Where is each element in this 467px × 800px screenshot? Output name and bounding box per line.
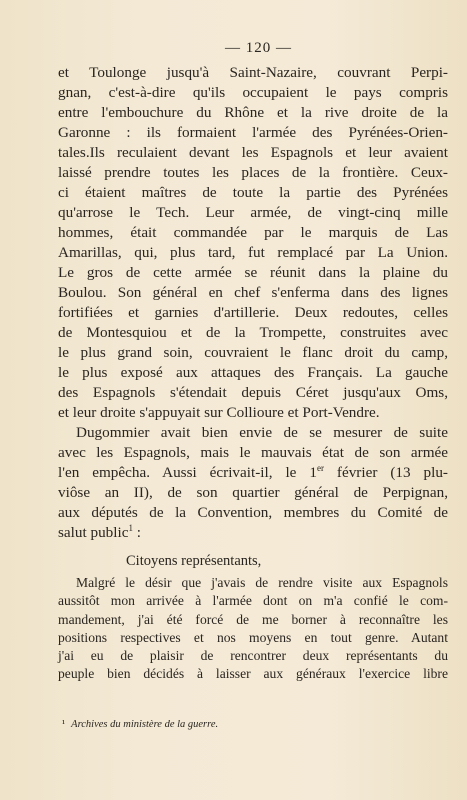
- text-line: laissé prendre toutes les places de la frontière. Ceux-: [58, 164, 448, 181]
- quote-line: positions respectives et nos moyens en tout genre. Autant: [58, 629, 448, 645]
- main-text: [58, 63, 448, 543]
- text-line: des Espagnols s'étendait depuis Céret jusqu'aux Oms,: [58, 384, 448, 401]
- text-fragment: février (13 plu-: [323, 464, 448, 481]
- footnote-text: Archives du ministère de la guerre.: [71, 719, 219, 730]
- text-line: hommes, était commandée par le marquis de Las: [58, 224, 448, 241]
- text-line: entre l'embouchure du Rhône et la rive droite de la: [58, 104, 448, 121]
- quote-line: peuple bien décidés à laisser aux généraux l'exercice libre: [58, 666, 448, 682]
- text-fragment: l'en empêcha. Aussi écrivait-il, le 1: [58, 464, 317, 481]
- text-line: qu'arrose le Tech. Leur armée, de vingt-cinq mille: [58, 204, 448, 221]
- text-line: [58, 463, 448, 483]
- text-line: ci étaient maîtres de toute la partie des Pyrénées: [58, 184, 448, 201]
- quote-line: j'ai eu de plaisir de rencontrer deux représentants du: [58, 648, 448, 664]
- text-line: Garonne : ils formaient l'armée des Pyrénées-Orien-: [58, 124, 448, 141]
- letter-salutation: Citoyens représentants,: [126, 553, 262, 569]
- text-fragment: salut public: [58, 524, 129, 541]
- text-line: et Toulonge jusqu'à Saint-Nazaire, couvrant Perpi-: [58, 64, 448, 81]
- footnote-reference: 1: [128, 522, 133, 533]
- page-number: — 120 —: [225, 40, 292, 56]
- quote-line: Malgré le désir que j'avais de rendre visite aux Espagnols: [76, 575, 448, 590]
- text-line: le plus exposé aux attaques des Français. La gauche: [58, 364, 448, 381]
- text-line: [58, 523, 448, 543]
- text-line: fortifiées et garnies d'artillerie. Deux redoutes, celles: [58, 304, 448, 321]
- text-line: Le gros de cette armée se réunit dans la plaine du: [58, 264, 448, 281]
- text-line: et leur droite s'appuyait sur Collioure et Port-Vendre.: [58, 404, 380, 421]
- footnote: [62, 719, 218, 730]
- text-line: aux députés de la Convention, membres du Comité de: [58, 504, 448, 521]
- text-line: Boulou. Son général en chef s'enferma dans des lignes: [58, 284, 448, 301]
- text-line: de Montesquiou et de la Trompette, construites avec: [58, 324, 448, 341]
- superscript: er: [316, 462, 324, 473]
- quoted-letter: [58, 552, 448, 684]
- text-line: Dugommier avait bien envie de se mesurer de suite: [76, 424, 448, 441]
- text-line: viôse an II), de son quartier général de Perpignan,: [58, 484, 448, 501]
- text-line: le plus grand soin, couvraient le flanc droit du camp,: [58, 344, 448, 361]
- text-fragment: :: [132, 524, 141, 541]
- text-line: Amarillas, qui, plus tard, fut remplacé par La Union.: [58, 244, 448, 261]
- text-line: tales.Ils reculaient devant les Espagnols et leur avaient: [58, 144, 448, 161]
- quote-line: mandement, j'ai été forcé de me borner à reconnaître les: [58, 611, 448, 627]
- footnote-mark: ¹: [62, 719, 66, 730]
- text-line: avec les Espagnols, mais le mauvais état de son armée: [58, 444, 448, 461]
- quote-line: aussitôt mon arrivée à l'armée dont on m'a confié le com-: [58, 593, 448, 609]
- text-line: gnan, c'est-à-dire qu'ils occupaient le pays compris: [58, 84, 448, 101]
